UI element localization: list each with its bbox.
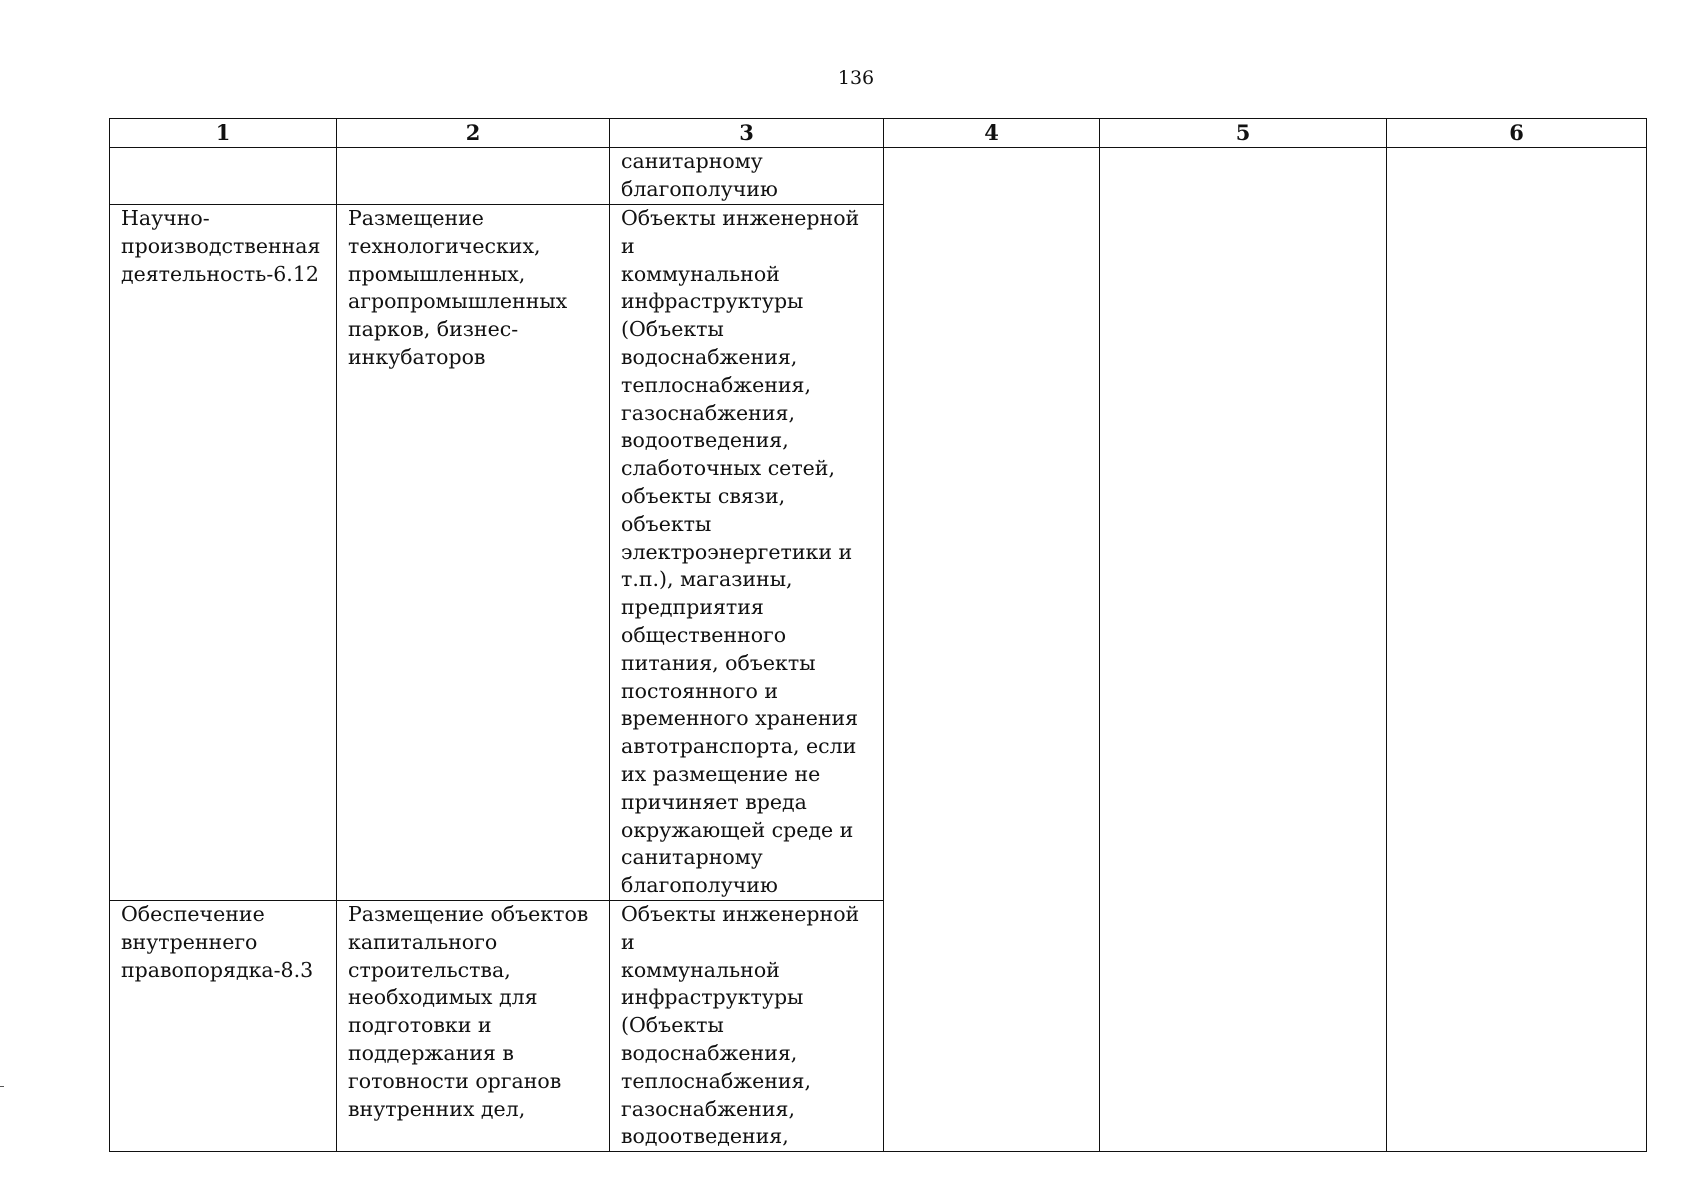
column-header-2: 2 — [337, 119, 610, 148]
regulation-table — [109, 118, 1647, 1152]
table-row — [110, 148, 1647, 205]
column-header-4: 4 — [884, 119, 1100, 148]
cell-description: Размещение объектов капитального строительства, необходимых для подготовки и поддержания в готовности органов внутренних дел, — [337, 900, 610, 1151]
cell-permitted-objects: Объекты инженерной и коммунальной инфраструктуры (Объекты водоснабжения, теплоснабжения, газоснабжения, водоотведения, — [610, 900, 884, 1151]
column-header-6: 6 — [1387, 119, 1647, 148]
cell-column-6 — [1387, 148, 1647, 1152]
table-header-row — [110, 119, 1647, 148]
cell-use-type — [110, 148, 337, 205]
cell-column-5 — [1100, 148, 1387, 1152]
column-header-1: 1 — [110, 119, 337, 148]
cell-description — [337, 148, 610, 205]
cell-permitted-objects: санитарному благополучию — [610, 148, 884, 205]
scan-margin-mark — [0, 1086, 4, 1087]
cell-permitted-objects: Объекты инженерной и коммунальной инфраструктуры (Объекты водоснабжения, теплоснабжения, газоснабжения, водоотведения, слаботочных сетей, объекты связи, объекты электроэнергетики и т.п.), магазины, предприятия общественного питания, объекты постоянного и временного хранения автотранспорта, если их размещение не причиняет вреда окружающей среде и санитарному благополучию — [610, 205, 884, 901]
cell-use-type: Обеспечение внутреннего правопорядка-8.3 — [110, 900, 337, 1151]
cell-column-4 — [884, 148, 1100, 1152]
cell-use-type: Научно- производственная деятельность-6.12 — [110, 205, 337, 901]
column-header-5: 5 — [1100, 119, 1387, 148]
page-number: 136 — [837, 67, 875, 89]
column-header-3: 3 — [610, 119, 884, 148]
cell-description: Размещение технологических, промышленных, агропромышленных парков, бизнес- инкубаторов — [337, 205, 610, 901]
